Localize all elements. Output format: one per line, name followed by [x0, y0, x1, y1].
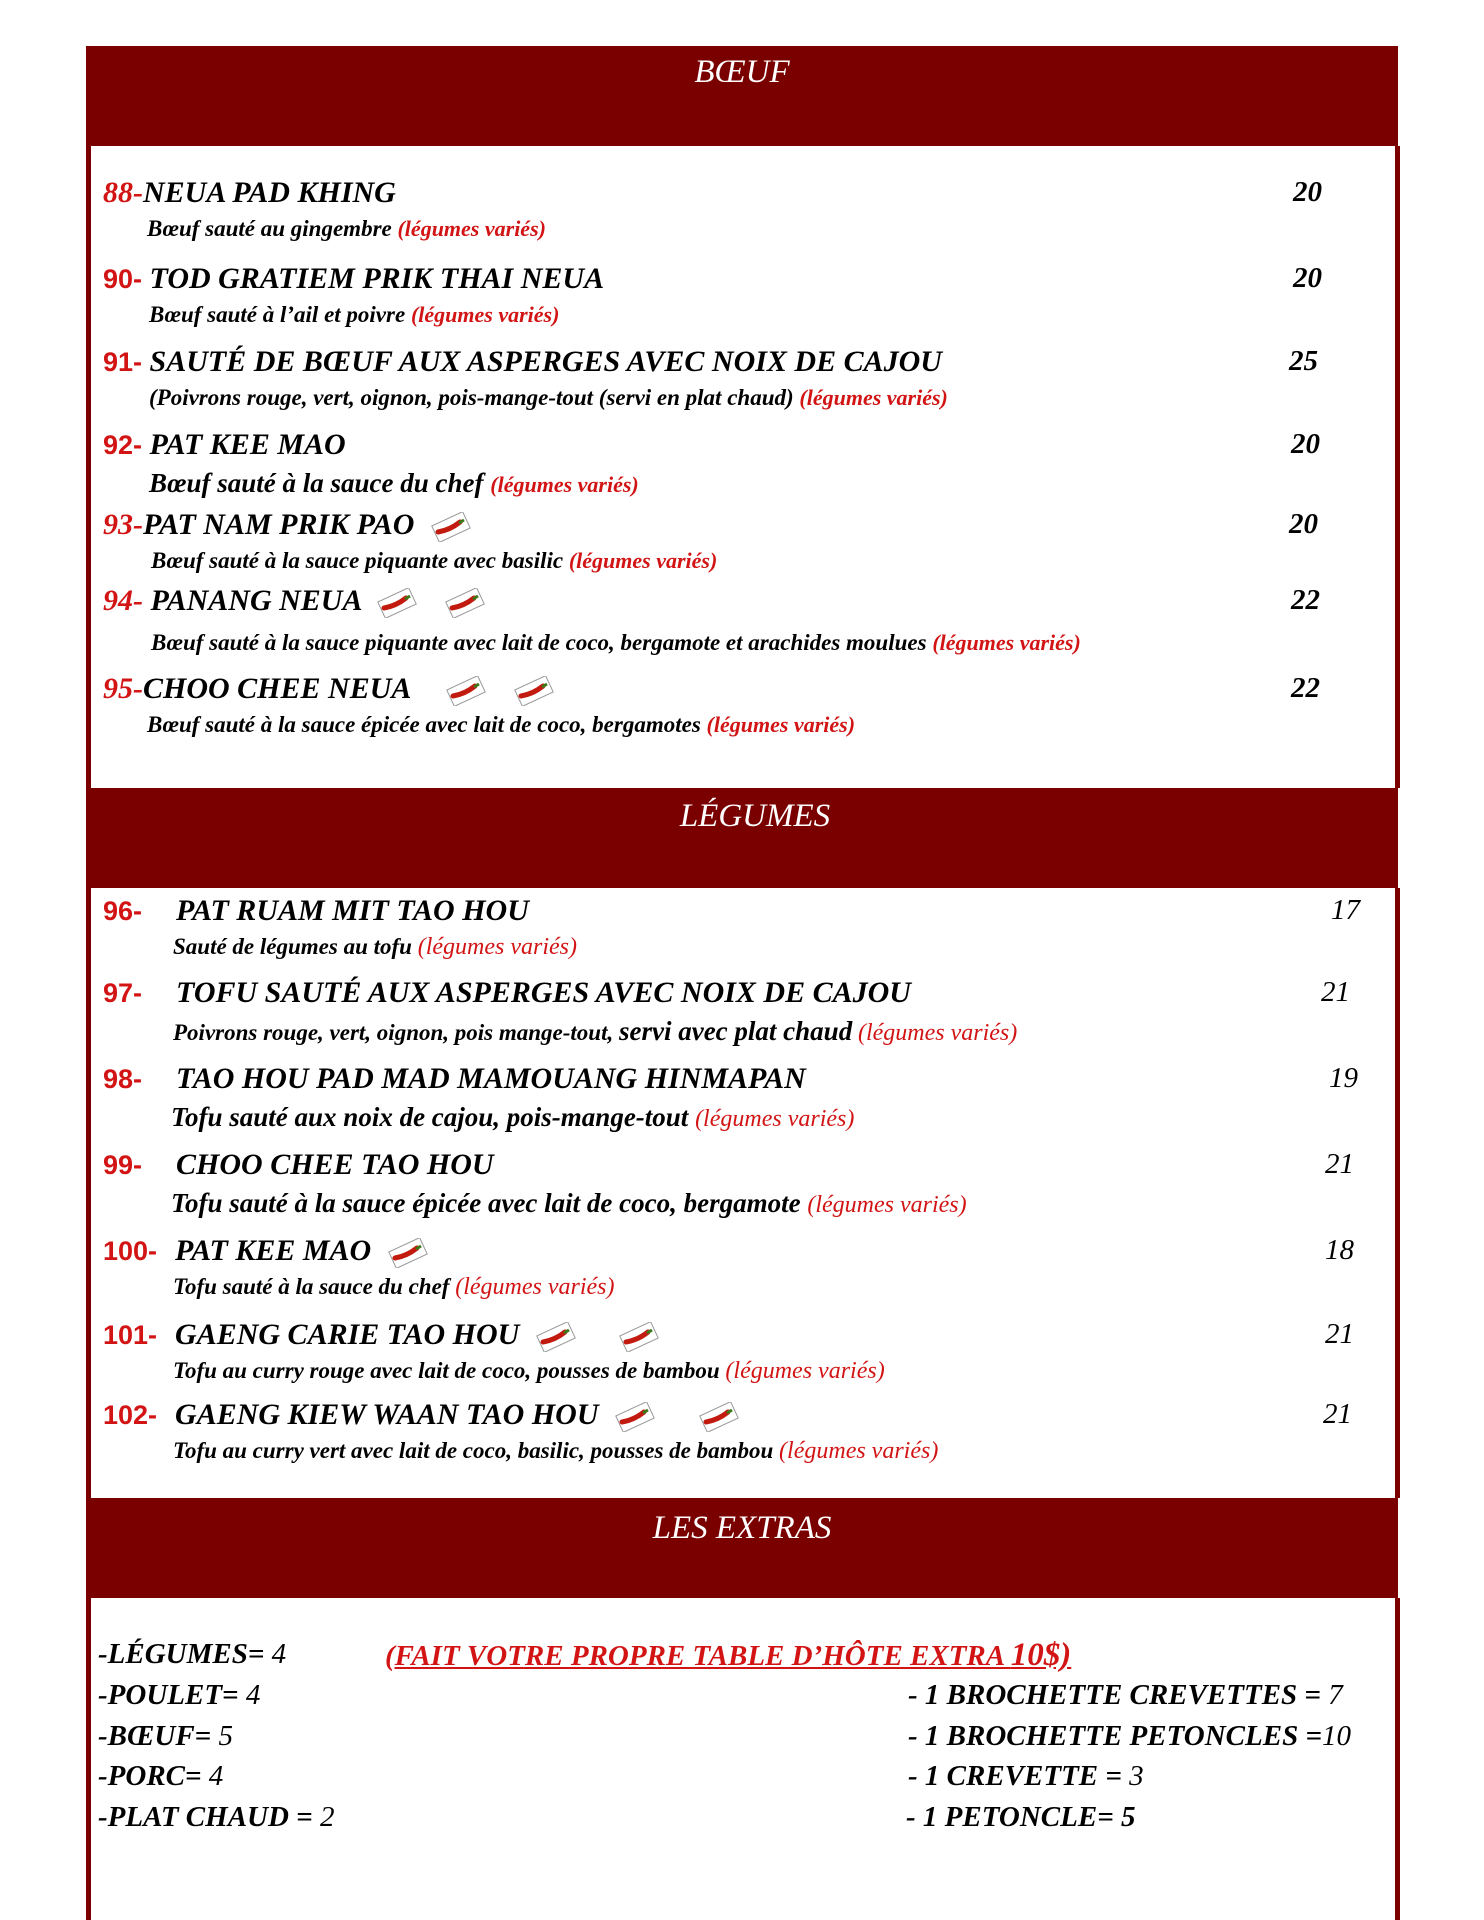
item-price: 20 [1291, 428, 1320, 460]
item-price: 21 [1323, 1398, 1352, 1430]
menu-item [103, 976, 1383, 1047]
item-name: PAT NAM PRIK PAO [143, 508, 415, 541]
item-name: TOD GRATIEM PRIK THAI NEUA [149, 262, 605, 295]
chili-pepper-icon [612, 1402, 658, 1432]
menu-item [103, 1318, 1383, 1385]
extra-price: 4 [208, 1760, 224, 1792]
extra-price: 10 [1322, 1720, 1351, 1752]
extra-item [908, 1760, 1144, 1793]
item-number: 99- [103, 1150, 143, 1180]
item-description: Bœuf sauté à la sauce piquante avec basilic [151, 548, 564, 573]
extra-item [906, 1801, 1135, 1834]
item-price: 19 [1329, 1062, 1358, 1094]
item-note: (légumes variés) [857, 1020, 1018, 1046]
chili-pepper-icon [511, 676, 557, 706]
item-name: CHOO CHEE NEUA [143, 672, 410, 705]
item-note: (légumes variés) [417, 934, 577, 960]
item-name: TOFU SAUTÉ AUX ASPERGES AVEC NOIX DE CAJOU [176, 976, 911, 1009]
item-description: Tofu au curry vert avec lait de coco, basilic, pousses de bambou [173, 1438, 774, 1463]
item-price: 21 [1325, 1318, 1354, 1350]
item-name: NEUA PAD KHING [143, 176, 396, 209]
item-note: (légumes variés) [695, 1106, 855, 1132]
item-note: (légumes variés) [706, 712, 856, 737]
item-number: 95- [103, 672, 143, 705]
item-number: 101- [103, 1320, 158, 1350]
item-description: Bœuf sauté à la sauce épicée avec lait de coco, bergamotes [147, 712, 701, 737]
menu-item [103, 176, 1383, 242]
boeuf-items-box [86, 146, 1400, 788]
item-price: 22 [1291, 584, 1320, 616]
item-name: CHOO CHEE TAO HOU [176, 1148, 494, 1181]
extra-label: - 1 PETONCLE= [906, 1801, 1114, 1833]
menu-item [103, 262, 1383, 328]
menu-item [103, 1234, 1383, 1301]
menu-item [103, 672, 1383, 738]
item-number: 102- [103, 1400, 158, 1430]
item-description: Bœuf sauté au gingembre [147, 216, 392, 241]
menu-item [103, 428, 1383, 499]
promo-text: (FAIT VOTRE PROPRE TABLE D’HÔTE EXTRA [385, 1640, 1004, 1672]
item-note: (légumes variés) [568, 548, 718, 573]
extra-item [98, 1638, 286, 1671]
item-description: Bœuf sauté à la sauce piquante avec lait de coco, bergamote et arachides moulues [151, 630, 927, 655]
item-price: 22 [1291, 672, 1320, 704]
item-name: PAT RUAM MIT TAO HOU [176, 894, 529, 927]
section-header-extras [86, 1498, 1398, 1598]
extra-label: -POULET= [98, 1679, 239, 1711]
extra-label: - 1 BROCHETTE PETONCLES = [908, 1720, 1322, 1752]
section-title: LES EXTRAS [652, 1510, 832, 1546]
extra-price: 7 [1328, 1679, 1343, 1711]
extra-label: -PLAT CHAUD = [98, 1801, 313, 1833]
extra-item [98, 1760, 223, 1793]
extra-label: -LÉGUMES= [98, 1638, 265, 1670]
extra-item [908, 1679, 1343, 1712]
item-note: (légumes variés) [807, 1192, 967, 1218]
legumes-items-box [86, 888, 1400, 1498]
item-name: SAUTÉ DE BŒUF AUX ASPERGES AVEC NOIX DE CAJOU [149, 345, 942, 378]
item-note: (légumes variés) [490, 472, 639, 497]
menu-item [103, 1148, 1383, 1219]
item-name: GAENG CARIE TAO HOU [175, 1318, 520, 1351]
chili-pepper-icon [443, 676, 489, 706]
extra-price: 3 [1129, 1760, 1144, 1792]
item-note: (légumes variés) [455, 1274, 615, 1300]
item-note: (légumes variés) [779, 1438, 939, 1464]
item-price: 25 [1289, 345, 1318, 377]
item-number: 88- [103, 176, 143, 209]
item-price: 20 [1289, 508, 1318, 540]
menu-item [103, 508, 1383, 574]
item-name: GAENG KIEW WAAN TAO HOU [175, 1398, 599, 1431]
table-dhote-promo [385, 1637, 1071, 1674]
item-note: (légumes variés) [410, 302, 560, 327]
menu-item [103, 345, 1383, 411]
section-title: BŒUF [694, 54, 790, 90]
chili-pepper-icon [385, 1238, 431, 1268]
extra-price: 4 [271, 1638, 287, 1670]
item-description: Bœuf sauté à la sauce du chef [149, 468, 484, 498]
item-price: 17 [1331, 894, 1360, 926]
item-description: Poivrons rouge, vert, oignon, pois mange-tout, [173, 1020, 614, 1045]
item-name: TAO HOU PAD MAD MAMOUANG HINMAPAN [176, 1062, 806, 1095]
extra-item [98, 1801, 334, 1834]
section-header-legumes [86, 788, 1398, 888]
extra-price: 5 [1120, 1801, 1136, 1833]
item-name: PAT KEE MAO [175, 1234, 372, 1267]
menu-item [103, 894, 1383, 961]
extra-label: -BŒUF= [98, 1720, 212, 1752]
chili-pepper-icon [428, 512, 474, 542]
item-number: 93- [103, 508, 143, 541]
item-name: PAT KEE MAO [149, 428, 346, 461]
item-description: Tofu sauté à la sauce du chef [173, 1274, 450, 1299]
section-title: LÉGUMES [679, 798, 831, 834]
promo-amount: 10$) [1010, 1637, 1072, 1673]
extra-item [98, 1679, 260, 1712]
extra-label: - 1 CREVETTE = [908, 1760, 1122, 1792]
item-number: 90- [103, 264, 143, 294]
item-price: 20 [1293, 262, 1322, 294]
item-note: (légumes variés) [799, 385, 948, 410]
extra-price: 4 [245, 1679, 261, 1711]
menu-item [103, 1062, 1383, 1133]
item-note: (légumes variés) [932, 630, 1081, 655]
item-description: Tofu au curry rouge avec lait de coco, pousses de bambou [173, 1358, 720, 1383]
extra-price: 5 [218, 1720, 233, 1752]
extra-label: -PORC= [98, 1760, 202, 1792]
item-description: Sauté de légumes au tofu [173, 934, 412, 959]
item-note: (légumes variés) [397, 216, 546, 241]
item-number: 97- [103, 978, 143, 1008]
item-note: (légumes variés) [725, 1358, 885, 1384]
item-description: Bœuf sauté à l’ail et poivre [149, 302, 406, 327]
chili-pepper-icon [533, 1322, 579, 1352]
menu-item [103, 584, 1383, 656]
item-number: 100- [103, 1236, 158, 1266]
extra-price: 2 [319, 1801, 335, 1833]
item-price: 21 [1325, 1148, 1354, 1180]
extra-item [908, 1720, 1351, 1753]
chili-pepper-icon [374, 588, 420, 618]
item-number: 98- [103, 1064, 143, 1094]
item-price: 21 [1321, 976, 1350, 1008]
chili-pepper-icon [616, 1322, 662, 1352]
item-description: Tofu sauté aux noix de cajou, pois-mange-tout [171, 1102, 689, 1132]
chili-pepper-icon [442, 588, 488, 618]
item-number: 91- [103, 347, 143, 377]
extra-label: - 1 BROCHETTE CREVETTES = [908, 1679, 1321, 1711]
extra-item [98, 1720, 233, 1753]
item-description: Tofu sauté à la sauce épicée avec lait de coco, bergamote [171, 1188, 801, 1218]
item-price: 20 [1293, 176, 1322, 208]
section-header-boeuf [86, 46, 1398, 146]
item-number: 92- [103, 430, 143, 460]
item-description: (Poivrons rouge, vert, oignon, pois-mange-tout (servi en plat chaud) [149, 385, 794, 410]
menu-item [103, 1398, 1383, 1465]
item-number: 96- [103, 896, 143, 926]
item-number: 94- [103, 584, 143, 617]
chili-pepper-icon [696, 1402, 742, 1432]
item-price: 18 [1325, 1234, 1354, 1266]
item-name: PANANG NEUA [150, 584, 361, 617]
item-description-emphasis: servi avec plat chaud [618, 1016, 853, 1046]
